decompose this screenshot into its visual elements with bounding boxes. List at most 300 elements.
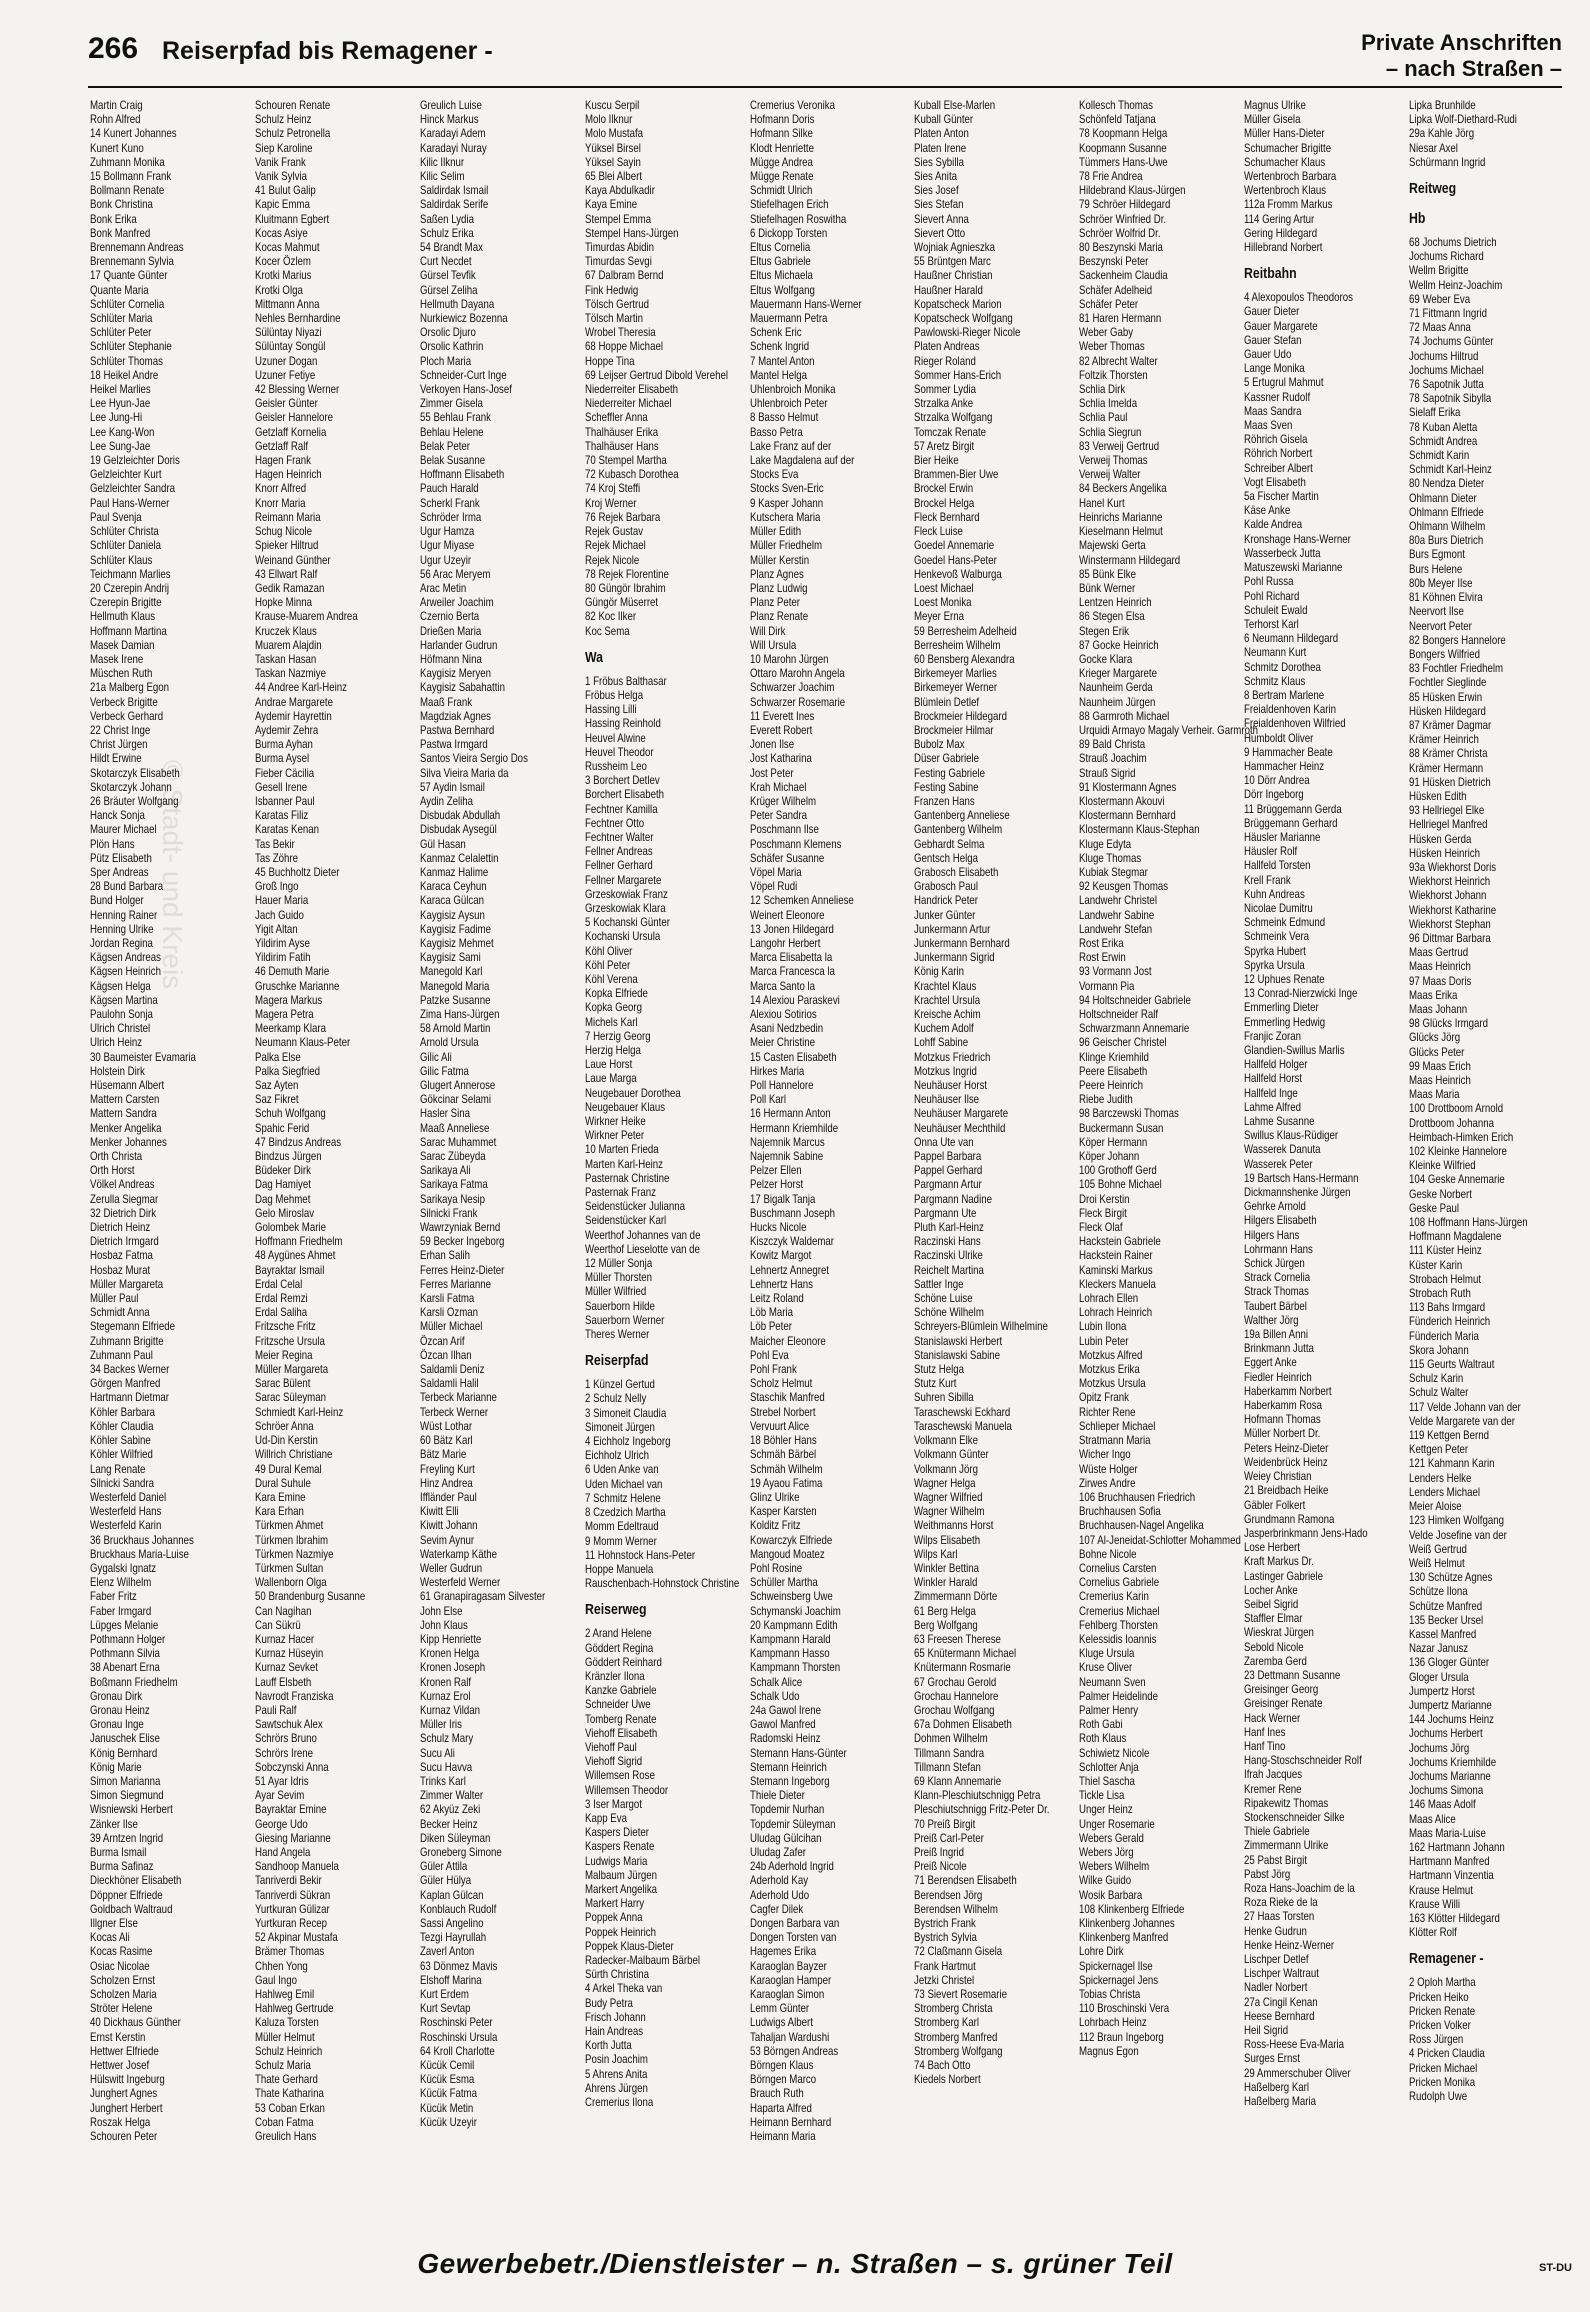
resident-entry: Fellner Gerhard xyxy=(584,858,653,873)
resident-entry: Cremerius Michael xyxy=(1079,1603,1160,1618)
resident-entry: 144 Jochums Heinz xyxy=(1409,1712,1495,1727)
resident-entry: Wüste Holger xyxy=(1079,1461,1138,1476)
resident-entry: Berendsen Jörg xyxy=(914,1887,983,1902)
resident-entry: Rieger Roland xyxy=(914,353,977,368)
resident-entry: 40 Dickhaus Günther xyxy=(90,2015,181,2030)
resident-entry: Neugebauer Klaus xyxy=(584,1099,665,1114)
resident-entry: Fehlberg Thorsten xyxy=(1079,1617,1159,1632)
resident-entry: Meier Regina xyxy=(254,1347,313,1362)
resident-entry: Karaoglan Simon xyxy=(749,1987,824,2002)
resident-entry: Wagner Wilhelm xyxy=(914,1504,986,1519)
resident-entry: Willemsen Theodor xyxy=(584,1782,668,1797)
resident-entry: Ohlmann Dieter xyxy=(1409,490,1477,505)
resident-entry: Burma Ayhan xyxy=(254,737,313,752)
resident-entry: Lehnertz Hans xyxy=(749,1276,813,1291)
watermark: © Stadt- und Kreis xyxy=(157,760,188,990)
resident-entry: Jonen Ilse xyxy=(749,737,794,752)
resident-entry: Dietrich Heinz xyxy=(90,1220,151,1235)
resident-entry: 9 Momm Werner xyxy=(584,1533,657,1548)
resident-entry: Wojniak Agnieszka xyxy=(914,240,996,255)
resident-entry: Knorr Alfred xyxy=(254,481,306,496)
resident-entry: Reimann Maria xyxy=(254,509,321,524)
resident-entry: Schneider-Curt Inge xyxy=(419,367,507,382)
resident-entry: Glandien-Swillus Marlis xyxy=(1244,1043,1345,1057)
resident-entry: Haßelberg Maria xyxy=(1244,2094,1317,2109)
resident-entry: Köper Johann xyxy=(1079,1149,1140,1164)
resident-entry: Schymanski Joachim xyxy=(749,1603,841,1618)
resident-entry: Hosbaz Fatma xyxy=(90,1248,153,1263)
resident-entry: Weller Gudrun xyxy=(419,1560,482,1575)
resident-entry: Ulrich Heinz xyxy=(90,1035,143,1050)
resident-entry: Verbeck Gerhard xyxy=(90,708,164,723)
resident-entry: Dural Suhule xyxy=(254,1475,311,1490)
resident-entry: Molo Mustafa xyxy=(584,126,643,141)
resident-entry: Langohr Herbert xyxy=(749,935,821,950)
resident-entry: Hettwer Josef xyxy=(90,2058,150,2073)
resident-entry: Aydemir Zehra xyxy=(254,722,319,737)
resident-entry: Bonk Christina xyxy=(90,197,153,212)
resident-entry: Kaygisiz Aysun xyxy=(419,907,485,922)
resident-entry: Dag Hamiyet xyxy=(254,1177,311,1192)
resident-entry: 76 Sapotnik Jutta xyxy=(1409,377,1484,392)
resident-entry: 69 Klann Annemarie xyxy=(914,1773,1002,1788)
resident-entry: Ross-Heese Eva-Maria xyxy=(1244,2037,1345,2052)
resident-entry: Neumann Klaus-Peter xyxy=(254,1035,351,1050)
resident-entry: Taraschewski Manuela xyxy=(914,1418,1013,1433)
resident-entry: Laue Horst xyxy=(584,1057,633,1072)
resident-entry: 8 Bertram Marlene xyxy=(1244,687,1325,702)
resident-entry: Pauch Harald xyxy=(419,481,479,496)
resident-entry: Schlia Imelda xyxy=(1079,396,1138,411)
resident-entry: Czerepin Brigitte xyxy=(90,595,162,610)
resident-entry: Kluge Ursula xyxy=(1079,1646,1135,1661)
resident-entry: 3 Iser Margot xyxy=(584,1796,642,1811)
resident-entry: Sarikaya Nesip xyxy=(419,1191,485,1206)
resident-entry: 83 Fochtler Friedhelm xyxy=(1409,661,1504,676)
resident-entry: George Udo xyxy=(254,1816,308,1831)
resident-entry: Müller Iris xyxy=(419,1717,462,1732)
resident-entry: Meerkamp Klara xyxy=(254,1021,326,1036)
resident-entry: Menker Johannes xyxy=(90,1134,167,1149)
resident-entry: Manegold Karl xyxy=(419,964,483,979)
resident-entry: Freialdenhoven Karin xyxy=(1244,702,1337,717)
resident-entry: Saldirdak Ismail xyxy=(419,183,489,198)
resident-entry: Tomczak Renate xyxy=(914,424,987,439)
resident-entry: 108 Hoffmann Hans-Jürgen xyxy=(1409,1215,1528,1230)
resident-entry: Kocer Özlem xyxy=(254,254,311,269)
resident-entry: Goedel Hans-Peter xyxy=(914,552,998,567)
resident-entry: 92 Keusgen Thomas xyxy=(1079,879,1169,894)
resident-entry: Sawtschuk Alex xyxy=(254,1717,323,1732)
resident-entry: Karatas Filiz xyxy=(254,808,309,823)
resident-entry: Martin Craig xyxy=(90,98,143,112)
resident-entry: Kurt Sevtap xyxy=(419,2001,471,2016)
resident-entry: Zuhmann Paul xyxy=(90,1347,153,1362)
resident-entry: 81 Köhnen Elvira xyxy=(1409,590,1483,605)
resident-entry: Osiac Nicolae xyxy=(90,1958,150,1973)
resident-entry: Winkler Bettina xyxy=(914,1560,980,1575)
resident-entry: Ströter Helene xyxy=(90,2001,153,2016)
resident-entry: Hofmann Thomas xyxy=(1244,1412,1321,1427)
resident-entry: Illgner Else xyxy=(90,1916,138,1930)
resident-entry: Tanriverdi Bekir xyxy=(254,1873,322,1888)
resident-entry: Sommer Hans-Erich xyxy=(914,367,1002,382)
resident-entry: Peters Heinz-Dieter xyxy=(1244,1440,1329,1455)
resident-entry: Jochums Richard xyxy=(1409,249,1484,264)
resident-entry: Ludwigs Albert xyxy=(749,2015,813,2030)
resident-entry: Taskan Nazmiye xyxy=(254,666,326,681)
resident-entry: Krachtel Ursula xyxy=(914,992,981,1007)
resident-entry: Karaoglan Bayzer xyxy=(749,1958,827,1973)
resident-entry: Heuvel Alwine xyxy=(584,730,646,745)
resident-entry: Ayar Sevim xyxy=(254,1788,305,1803)
resident-entry: Lauff Elsbeth xyxy=(254,1674,312,1689)
resident-entry: Dag Mehmet xyxy=(254,1191,311,1206)
resident-entry: Taskan Hasan xyxy=(254,651,317,666)
resident-entry: Vöpel Maria xyxy=(749,864,802,879)
resident-entry: Grochau Hannelore xyxy=(914,1688,999,1703)
resident-entry: Poschmann Klemens xyxy=(749,836,841,851)
resident-entry: Koopmann Susanne xyxy=(1079,140,1168,155)
resident-entry: Sies Sybilla xyxy=(914,154,965,169)
resident-entry: Muarem Alajdin xyxy=(254,637,322,652)
resident-entry: Theres Werner xyxy=(584,1327,650,1342)
resident-entry: Radomski Heinz xyxy=(749,1731,820,1746)
resident-entry: Mattern Sandra xyxy=(90,1106,157,1121)
resident-entry: Henke Heinz-Werner xyxy=(1244,1937,1335,1952)
resident-entry: Fochtler Sieglinde xyxy=(1409,675,1487,690)
resident-entry: Schweinsberg Uwe xyxy=(749,1589,833,1604)
resident-entry: Birkemeyer Werner xyxy=(914,680,998,695)
resident-entry: Stocks Eva xyxy=(749,467,798,482)
resident-entry: Maas Alice xyxy=(1409,1811,1456,1826)
resident-entry: Güler Hülya xyxy=(419,1873,471,1888)
resident-entry: Sucu Ali xyxy=(419,1745,455,1760)
resident-entry: Kränzler Ilona xyxy=(584,1668,645,1683)
resident-entry: Hüsemann Albert xyxy=(90,1078,165,1093)
resident-entry: Greulich Hans xyxy=(254,2129,317,2144)
resident-entry: Lohrach Heinrich xyxy=(1079,1305,1153,1320)
resident-entry: Czernio Berta xyxy=(419,609,479,624)
footer-note: Gewerbebetr./Dienstleister – n. Straßen – s. grüner Teil xyxy=(417,2248,1173,2279)
resident-entry: Gygalski Ignatz xyxy=(90,1560,157,1575)
resident-entry: Gelo Miroslav xyxy=(254,1205,315,1220)
resident-entry: Kaygisiz Sabahattin xyxy=(419,680,505,695)
resident-entry: Tillmann Stefan xyxy=(914,1759,982,1774)
resident-entry: Malbaum Jürgen xyxy=(584,1867,657,1882)
resident-entry: Spahic Ferid xyxy=(254,1120,310,1135)
resident-entry: Kronen Ralf xyxy=(419,1674,471,1689)
resident-entry: Kasper Karsten xyxy=(749,1504,817,1519)
resident-entry: Weiey Christian xyxy=(1244,1469,1312,1484)
resident-entry: Bier Heike xyxy=(914,453,960,468)
resident-entry: 96 Geischer Christel xyxy=(1079,1035,1167,1050)
resident-entry: Koc Sema xyxy=(584,623,630,638)
resident-entry: Greisinger Georg xyxy=(1244,1682,1319,1697)
resident-entry: Brockmeier Hildegard xyxy=(914,708,1008,723)
resident-entry: 45 Buchholtz Dieter xyxy=(254,864,340,879)
resident-entry: Wisniewski Herbert xyxy=(90,1802,173,1817)
resident-entry: 71 Fittmann Ingrid xyxy=(1409,306,1488,321)
resident-entry: Ploch Maria xyxy=(419,353,471,368)
section-title-line2: – nach Straßen – xyxy=(1385,56,1562,81)
resident-entry: Kiedels Norbert xyxy=(914,2072,982,2087)
resident-entry: Michels Karl xyxy=(584,1014,638,1029)
resident-entry: 6 Neumann Hildegard xyxy=(1244,631,1339,646)
resident-entry: 23 Dettmann Susanne xyxy=(1244,1667,1341,1682)
section-title xyxy=(1361,30,1562,82)
resident-entry: 8 Basso Helmut xyxy=(749,410,818,425)
resident-entry: Maas Heinrich xyxy=(1409,959,1471,974)
resident-entry: Lahme Alfred xyxy=(1244,1099,1302,1114)
resident-entry: Müller Michael xyxy=(419,1319,483,1334)
resident-entry: Rejek Nicole xyxy=(584,552,639,567)
resident-entry: 113 Bahs Irmgard xyxy=(1409,1300,1486,1315)
resident-entry: Wasserbeck Jutta xyxy=(1244,545,1321,560)
resident-entry: 7 Mantel Anton xyxy=(749,353,815,368)
resident-entry: 27 Haas Torsten xyxy=(1244,1909,1315,1924)
resident-entry: Cagfer Dilek xyxy=(749,1901,803,1916)
resident-entry: Magnus Egon xyxy=(1079,2043,1140,2058)
resident-entry: Gantenberg Wilhelm xyxy=(914,822,1003,837)
resident-entry: Westerfeld Werner xyxy=(419,1575,501,1590)
resident-entry: 87 Gocke Heinrich xyxy=(1079,637,1159,652)
resident-entry: Sevim Aynur xyxy=(419,1532,474,1547)
resident-entry: Lose Herbert xyxy=(1244,1540,1301,1555)
resident-entry: Neugebauer Dorothea xyxy=(584,1085,681,1100)
resident-entry: Klodt Henriette xyxy=(749,140,814,155)
resident-entry: Planz Peter xyxy=(749,595,800,610)
resident-entry: Schäfer Adelheid xyxy=(1079,282,1153,297)
resident-entry: 10 Dörr Andrea xyxy=(1244,773,1310,788)
resident-entry: Gruschke Marianne xyxy=(254,978,340,993)
resident-entry: Hoffmann Martina xyxy=(90,623,167,638)
resident-entry: Kolditz Fritz xyxy=(749,1518,801,1533)
resident-entry: Dieckhöner Elisabeth xyxy=(90,1873,182,1888)
resident-entry: Kilic Ilknur xyxy=(419,154,464,169)
resident-entry: 10 Marohn Jürgen xyxy=(749,651,829,666)
resident-entry: Richter Rene xyxy=(1079,1404,1136,1419)
resident-entry: Lischper Waltraut xyxy=(1244,1966,1320,1981)
resident-entry: Holstein Dirk xyxy=(90,1063,145,1078)
resident-entry: Najemnik Sabine xyxy=(749,1149,823,1164)
resident-entry: Wieskrat Jürgen xyxy=(1244,1625,1315,1640)
resident-entry: Poschmann Ilse xyxy=(749,822,819,837)
resident-entry: Strebel Norbert xyxy=(749,1404,816,1419)
resident-entry: Magera Markus xyxy=(254,992,323,1007)
resident-entry: Maurer Michael xyxy=(90,822,157,837)
resident-entry: Jasperbrinkmann Jens-Hado xyxy=(1244,1525,1368,1540)
resident-entry: Schäfer Peter xyxy=(1079,296,1139,311)
resident-entry: Brennemann Sylvia xyxy=(90,254,174,269)
resident-entry: Uzuner Fetiye xyxy=(254,367,316,382)
resident-entry: Löb Peter xyxy=(749,1319,792,1334)
resident-entry: Raczinski Ulrike xyxy=(914,1248,984,1263)
resident-entry: Sarikaya Ali xyxy=(419,1163,471,1178)
resident-entry: 5a Fischer Martin xyxy=(1244,489,1319,504)
resident-entry: Weinand Günther xyxy=(254,552,331,567)
resident-entry: Saldamli Halil xyxy=(419,1376,479,1391)
resident-entry: Lüpges Melanie xyxy=(90,1617,159,1632)
page-header xyxy=(88,28,1562,88)
resident-entry: 67a Dohmen Elisabeth xyxy=(914,1717,1013,1732)
resident-entry: Wiekhorst Stephan xyxy=(1409,916,1491,931)
resident-entry: Vormann Pia xyxy=(1079,978,1135,993)
resident-entry: Neumann Kurt xyxy=(1244,645,1307,660)
resident-entry: Schulz Heinz xyxy=(254,112,312,127)
resident-entry: Mittmann Anna xyxy=(254,296,320,311)
resident-entry: Skora Johann xyxy=(1409,1342,1469,1357)
resident-entry: Kruse Oliver xyxy=(1079,1660,1133,1675)
resident-entry: Maaß Frank xyxy=(419,694,472,709)
resident-entry: Frisch Johann xyxy=(584,2009,646,2024)
resident-entry: Burma Safinaz xyxy=(90,1859,154,1874)
resident-entry: Kluge Edyta xyxy=(1079,836,1132,851)
resident-entry: Faber Fritz xyxy=(90,1589,137,1604)
street-heading: Wa xyxy=(584,648,603,666)
resident-entry: 9 Kasper Johann xyxy=(749,495,823,510)
resident-entry: Hartmann Dietmar xyxy=(90,1390,170,1405)
resident-entry: Verweij Thomas xyxy=(1079,453,1148,468)
resident-entry: Rohn Alfred xyxy=(90,112,141,127)
resident-entry: Uhlenbroich Monika xyxy=(749,382,836,397)
resident-entry: Laue Marga xyxy=(584,1071,637,1086)
resident-entry: Manegold Maria xyxy=(419,978,490,993)
resident-entry: 5 Ahrens Anita xyxy=(584,2066,648,2081)
resident-entry: Krause-Muarem Andrea xyxy=(254,609,358,624)
resident-entry: Arweiler Joachim xyxy=(419,595,494,610)
resident-entry: Grabosch Paul xyxy=(914,879,979,894)
resident-entry: Pargmann Artur xyxy=(914,1177,983,1192)
resident-entry: 7 Herzig Georg xyxy=(584,1028,651,1043)
resident-entry: Lee Sung-Jae xyxy=(90,438,151,453)
resident-entry: Yigit Altan xyxy=(254,921,298,936)
resident-entry: Eltus Wolfgang xyxy=(749,282,815,297)
resident-entry: 78 Frie Andrea xyxy=(1079,169,1143,184)
resident-entry: Glugert Annerose xyxy=(419,1078,496,1093)
resident-entry: Erdal Remzi xyxy=(254,1291,308,1306)
resident-entry: 3 Borchert Detlev xyxy=(584,773,660,788)
resident-entry: Beszynski Peter xyxy=(1079,254,1149,269)
resident-entry: Küster Karin xyxy=(1409,1257,1463,1272)
resident-entry: Kurnaz Vildan xyxy=(419,1702,480,1717)
resident-entry: Orsolic Djuro xyxy=(419,325,476,340)
resident-entry: 4 Eichholz Ingeborg xyxy=(584,1434,671,1449)
resident-entry: Maas Sven xyxy=(1244,418,1293,433)
resident-entry: Neervort Peter xyxy=(1409,618,1473,633)
resident-entry: Gilic Ali xyxy=(419,1049,452,1064)
resident-entry: Sarac Muhammet xyxy=(419,1134,497,1149)
resident-entry: Pütz Elisabeth xyxy=(90,850,152,865)
resident-entry: Simon Marianna xyxy=(90,1773,161,1788)
resident-entry: 112a Fromm Markus xyxy=(1244,197,1333,212)
resident-entry: Haußner Harald xyxy=(914,282,984,297)
resident-entry: Jumpertz Marianne xyxy=(1409,1697,1492,1712)
resident-entry: Tanriverdi Sükran xyxy=(254,1887,331,1902)
resident-entry: Maaß Anneliese xyxy=(419,1120,490,1135)
resident-entry: Plön Hans xyxy=(90,836,135,851)
resident-entry: Geske Paul xyxy=(1409,1200,1460,1215)
resident-entry: Maas Gertrud xyxy=(1409,945,1469,960)
resident-entry: Gilic Fatma xyxy=(419,1063,469,1078)
resident-entry: Heikel Marlies xyxy=(90,382,151,397)
resident-entry: Stutz Helga xyxy=(914,1362,965,1377)
resident-entry: 104 Geske Annemarie xyxy=(1409,1172,1505,1187)
resident-entry: Zaverl Anton xyxy=(419,1944,475,1959)
resident-entry: Karatas Kenan xyxy=(254,822,319,837)
resident-entry: Ulrich Christel xyxy=(90,1021,151,1036)
resident-entry: Drießen Maria xyxy=(419,623,482,638)
resident-entry: Schmidt Anna xyxy=(90,1305,150,1320)
resident-entry: Klinkenberg Manfred xyxy=(1079,1930,1169,1945)
resident-entry: Käse Anke xyxy=(1244,503,1291,518)
resident-entry: Freyling Kurt xyxy=(419,1461,475,1476)
resident-entry: Schmitz Dorothea xyxy=(1244,659,1322,674)
resident-entry: 21 Breidbach Heike xyxy=(1244,1483,1329,1498)
resident-entry: Can Sükrü xyxy=(254,1617,301,1632)
resident-entry: Bollmann Renate xyxy=(90,183,165,198)
resident-entry: Schönfeld Tatjana xyxy=(1079,112,1157,127)
resident-entry: Jetzki Christel xyxy=(914,1972,975,1987)
resident-entry: Burs Helene xyxy=(1409,561,1463,576)
resident-entry: Fellner Margarete xyxy=(584,872,662,887)
resident-entry: Everett Robert xyxy=(749,722,812,737)
resident-entry: Getzlaff Kornelia xyxy=(254,424,327,439)
resident-entry: Poppek Heinrich xyxy=(584,1924,656,1939)
resident-entry: Kaygisiz Sami xyxy=(419,950,481,965)
resident-entry: Strobach Helmut xyxy=(1409,1271,1482,1286)
resident-entry: 97 Maas Doris xyxy=(1409,973,1472,988)
resident-entry: Hand Angela xyxy=(254,1844,311,1859)
resident-entry: Andrae Margarete xyxy=(254,694,333,709)
resident-entry: Ludwigs Maria xyxy=(584,1853,648,1868)
resident-entry: 14 Kunert Johannes xyxy=(90,126,177,141)
resident-entry: Höfmann Nina xyxy=(419,651,482,666)
resident-entry: Hopke Minna xyxy=(254,595,312,610)
resident-entry: Berg Wolfgang xyxy=(914,1617,979,1632)
resident-entry: 28 Bund Barbara xyxy=(90,879,164,894)
resident-entry: Schröer Anna xyxy=(254,1418,314,1433)
resident-entry: Ugur Miyase xyxy=(419,538,475,553)
resident-entry: Ernst Kerstin xyxy=(90,2029,146,2044)
resident-entry: Timurdas Sevgi xyxy=(584,254,652,269)
resident-entry: Dickmannshenke Jürgen xyxy=(1244,1185,1351,1200)
resident-entry: Radecker-Malbaum Bärbel xyxy=(584,1952,700,1967)
resident-entry: Kägsen Heinrich xyxy=(90,964,161,979)
resident-entry: Kieselmann Helmut xyxy=(1079,524,1164,539)
resident-entry: 3 Simoneit Claudia xyxy=(584,1405,666,1420)
resident-entry: 58 Arnold Martin xyxy=(419,1021,491,1036)
directory-column xyxy=(1244,98,1376,2236)
resident-entry: Schulz Petronella xyxy=(254,126,331,141)
resident-entry: Strauß Sigrid xyxy=(1079,765,1136,780)
resident-entry: Kassel Manfred xyxy=(1409,1626,1477,1641)
resident-entry: Hanck Sonja xyxy=(90,808,145,823)
resident-entry: Pasternak Christine xyxy=(584,1170,670,1185)
resident-entry: Urquidi Armayo Magaly Verheir. Garmroth xyxy=(1079,722,1259,737)
resident-entry: Poppek Klaus-Dieter xyxy=(584,1938,674,1953)
resident-entry: Quante Maria xyxy=(90,282,149,297)
resident-entry: Schröer Wolfrid Dr. xyxy=(1079,225,1161,240)
resident-entry: Motzkus Ursula xyxy=(1079,1376,1147,1391)
resident-entry: Strzalka Anke xyxy=(914,396,974,411)
resident-entry: Tas Zöhre xyxy=(254,850,298,865)
resident-entry: Jost Peter xyxy=(749,765,794,780)
resident-entry: Sandhoop Manuela xyxy=(254,1859,339,1874)
resident-entry: 93a Wiekhorst Doris xyxy=(1409,859,1497,874)
resident-entry: Hahlweg Emil xyxy=(254,1987,315,2002)
resident-entry: Strauß Joachim xyxy=(1079,751,1148,766)
